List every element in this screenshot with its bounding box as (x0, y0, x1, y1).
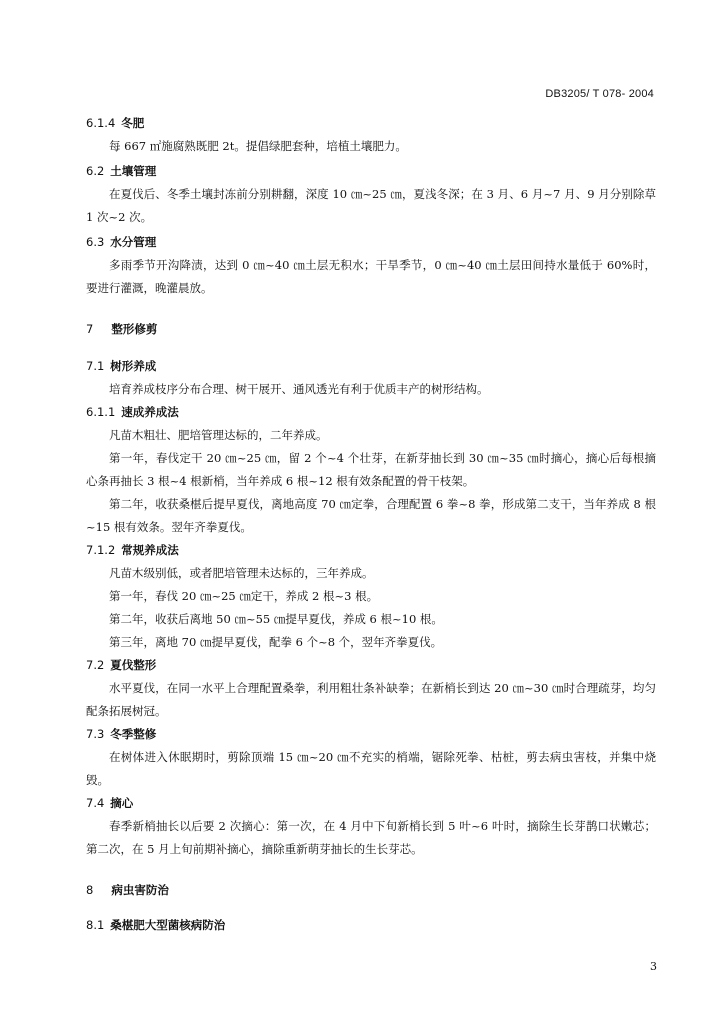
section-number: 7 (86, 322, 94, 336)
section-number: 7.1 (86, 359, 105, 373)
heading-7 (86, 318, 656, 341)
section-title: 夏伐整形 (110, 658, 157, 672)
section-number: 8.1 (86, 918, 105, 932)
paragraph: 第一年，春伐 20 ㎝~25 ㎝定干，养成 2 根~3 根。 (109, 589, 379, 603)
paragraph: 在树体进入休眠期时，剪除顶端 15 ㎝~20 ㎝不充实的梢端，锯除死拳、枯桩，剪去病虫害枝，并集中烧毁。 (86, 750, 656, 787)
heading-6-2 (86, 160, 656, 183)
paragraph: 春季新梢抽长以后要 2 次摘心：第一次，在 4 月中下旬新梢长到 5 叶~6 叶时，摘除生长芽鹊口状嫩芯；第二次，在 5 月上旬前期补摘心，摘除重新萌芽抽长的生长芽芯。 (86, 819, 656, 856)
paragraph: 水平夏伐，在同一水平上合理配置桑拳，利用粗壮条补缺拳；在新梢长到达 20 ㎝~30 ㎝时合理疏芽，均匀配条拓展树冠。 (86, 681, 656, 718)
paragraph: 在夏伐后、冬季土壤封冻前分别耕翻，深度 10 ㎝~25 ㎝，夏浅冬深；在 3 月、6 月~7 月、9 月分别除草 1 次~2 次。 (86, 187, 656, 224)
section-title: 冬肥 (121, 116, 145, 130)
heading-7-3 (86, 723, 656, 746)
heading-6-1-4 (86, 112, 656, 135)
paragraph: 第三年，离地 70 ㎝提早夏伐，配拳 6 个~8 个，翌年齐拳夏伐。 (109, 635, 443, 649)
paragraph: 第一年，春伐定干 20 ㎝~25 ㎝，留 2 个~4 个壮芽，在新芽抽长到 30 ㎝~35 ㎝时摘心，摘心后每根摘心条再抽长 3 根~4 根新梢，当年养成 6 根~12 根有效条配置的骨干枝架。 (86, 451, 656, 488)
paragraph: 第二年，收获后离地 50 ㎝~55 ㎝提早夏伐，养成 6 根~10 根。 (109, 612, 443, 626)
paragraph: 每 667 ㎡施腐熟既肥 2t。提倡绿肥套种，培植土壤肥力。 (109, 139, 407, 153)
section-number: 6.1.1 (86, 405, 116, 419)
section-title: 摘心 (110, 796, 134, 810)
section-number: 7.1.2 (86, 543, 116, 557)
heading-7-1 (86, 355, 656, 378)
heading-7-4 (86, 792, 656, 815)
section-number: 6.2 (86, 164, 105, 178)
paragraph: 培育养成枝序分布合理、树干展开、通风透光有利于优质丰产的树形结构。 (109, 382, 489, 396)
section-title: 冬季整修 (110, 727, 157, 741)
heading-7-1-2 (86, 539, 656, 562)
section-title: 速成养成法 (121, 405, 179, 419)
heading-6-3 (86, 231, 656, 254)
section-title: 桑椹肥大型菌核病防治 (110, 918, 226, 932)
section-number: 7.3 (86, 727, 105, 741)
section-title: 水分管理 (110, 235, 157, 249)
section-number: 7.4 (86, 796, 105, 810)
section-title: 树形养成 (110, 359, 157, 373)
paragraph: 多雨季节开沟降渍，达到 0 ㎝~40 ㎝土层无积水；干旱季节，0 ㎝~40 ㎝土层田间持水量低于 60%时，要进行灌溉，晚灌晨放。 (86, 258, 656, 295)
paragraph: 凡苗木粗壮、肥培管理达标的，二年养成。 (109, 428, 328, 442)
section-title: 病虫害防治 (111, 883, 169, 897)
paragraph: 第二年，收获桑椹后提早夏伐，离地高度 70 ㎝定拳，合理配置 6 拳~8 拳，形成第二支干，当年养成 8 根~15 根有效条。翌年齐拳夏伐。 (86, 497, 656, 534)
section-title: 常规养成法 (121, 543, 179, 557)
section-number: 6.3 (86, 235, 105, 249)
document-code: DB3205/ T 078- 2004 (545, 88, 654, 100)
heading-8-1 (86, 914, 656, 937)
page-number: 3 (650, 960, 657, 973)
section-title: 土壤管理 (110, 164, 157, 178)
section-number: 7.2 (86, 658, 105, 672)
page-body (86, 112, 656, 937)
section-number: 6.1.4 (86, 116, 116, 130)
heading-7-2 (86, 654, 656, 677)
section-title: 整形修剪 (111, 322, 158, 336)
heading-8 (86, 879, 656, 902)
section-number: 8 (86, 883, 94, 897)
paragraph: 凡苗木级别低，或者肥培管理未达标的，三年养成。 (109, 566, 374, 580)
heading-6-1-1 (86, 401, 656, 424)
